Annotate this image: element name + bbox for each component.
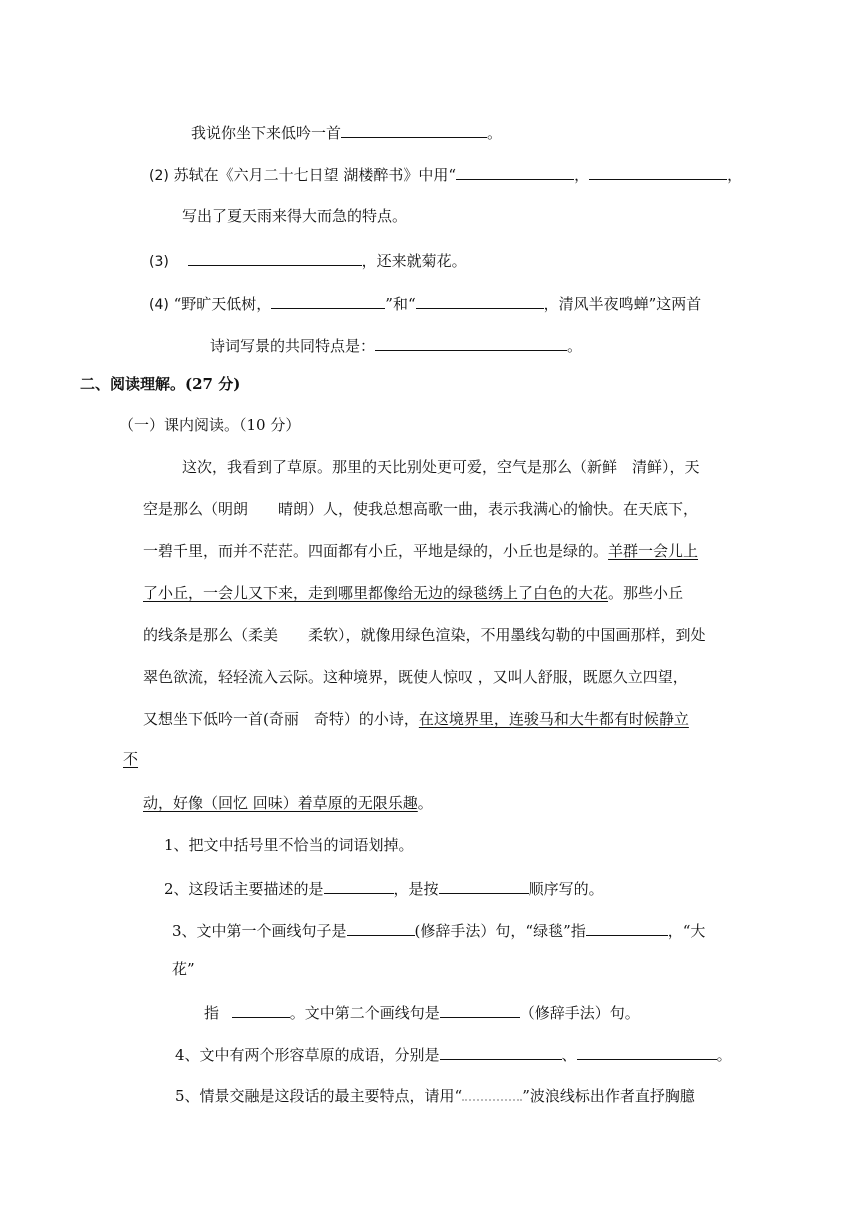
text: ，还来就菊花。 [361, 252, 467, 270]
item-2 [149, 162, 742, 187]
text: 我说你坐下来低吟一首 [191, 124, 342, 142]
text: 。 [567, 337, 583, 355]
text: 4、文中有两个形容草原的成语，分别是 [175, 1046, 440, 1064]
answer-blank[interactable] [577, 1042, 717, 1060]
text: (修辞手法）句，“绿毯”指 [414, 922, 586, 940]
text: ，是按 [393, 880, 439, 898]
text: 2、这段话主要描述的是 [164, 880, 324, 898]
question-4 [175, 1042, 732, 1066]
text: ，清风半夜鸣蝉”这两首 [543, 295, 702, 313]
passage-line-5: 的线条是那么（柔美 柔软），就像用绿色渲染，不用墨线勾勒的中国画那样，到处 [143, 626, 706, 644]
text: ，“大 [667, 922, 706, 940]
item-number: (3) [149, 254, 169, 270]
text: 顺序写的。 [528, 880, 604, 898]
text: 又想坐下低吟一首(奇丽 奇特）的小诗， [143, 710, 419, 728]
question-3-cont: 花” [172, 960, 195, 978]
answer-blank[interactable] [232, 1000, 290, 1018]
text: “野旷天低树， [173, 295, 272, 313]
text: 。文中第二个画线句是 [289, 1004, 440, 1022]
passage-line-2: 空是那么（明朗 晴朗）人，使我总想高歌一曲，表示我满心的愉快。在天底下， [143, 500, 699, 518]
answer-blank[interactable] [324, 876, 394, 894]
answer-blank[interactable] [341, 120, 487, 138]
answer-blank[interactable] [188, 248, 362, 266]
text: ”波浪线标出作者直抒胸臆 [522, 1087, 695, 1105]
text: 苏轼在《六月二十七日望 湖楼醉书》中用“ [173, 166, 457, 184]
answer-blank[interactable] [347, 918, 415, 936]
underlined-sentence-2: 在这境界里，连骏马和大牛都有时候静立 [418, 710, 689, 728]
subsection-heading: （一）课内阅读。（10 分） [119, 416, 301, 434]
passage-line-7 [143, 708, 689, 730]
wavy-line-sample [462, 1084, 522, 1101]
text: 。 [487, 124, 503, 142]
answer-blank[interactable] [439, 876, 529, 894]
question-1: 1、把文中括号里不恰当的词语划掉。 [164, 836, 414, 854]
text: （修辞手法）句。 [519, 1004, 640, 1022]
answer-blank[interactable] [456, 162, 574, 180]
passage-line-4 [143, 582, 683, 604]
question-3-cont-2 [204, 1000, 640, 1024]
text: ， [574, 166, 590, 184]
item-4 [149, 291, 701, 316]
passage-line-6: 翠色欲流，轻轻流入云际。这种境界，既使人惊叹 ，又叫人舒服，既愿久立四望， [143, 668, 688, 686]
passage-line-3 [143, 540, 698, 562]
underlined-sentence-1: 羊群一会儿上 [608, 542, 699, 560]
text: 。 [716, 1046, 732, 1064]
answer-blank[interactable] [586, 918, 668, 936]
question-3 [172, 918, 705, 942]
item-2-cont: 写出了夏天雨来得大而急的特点。 [182, 207, 408, 225]
text: 3、文中第一个画线句子是 [172, 922, 347, 940]
answer-blank[interactable] [416, 291, 544, 309]
item-number: (2) [149, 168, 169, 184]
text: 。那些小丘 [608, 584, 684, 602]
passage-line-8 [123, 748, 138, 770]
text: 诗词写景的共同特点是： [210, 337, 376, 355]
poem-line-1 [191, 120, 502, 144]
question-5 [175, 1084, 695, 1107]
text: ， [727, 166, 743, 184]
answer-blank[interactable] [589, 162, 727, 180]
text: 指 [204, 1004, 224, 1022]
text: 。 [417, 794, 433, 812]
passage-line-9 [143, 792, 433, 814]
text: 、 [561, 1046, 577, 1064]
underlined-sentence-2: 动，好像（回忆 回味）着草原的无限乐趣 [143, 794, 418, 812]
underlined-sentence-1: 了小丘，一会儿又下来，走到哪里都像给无边的绿毯绣上了白色的大花 [143, 584, 609, 602]
item-3 [149, 248, 467, 273]
answer-blank[interactable] [375, 333, 567, 351]
section-heading: 二、阅读理解。(27 分) [80, 375, 241, 393]
underlined-sentence-2: 不 [123, 750, 139, 768]
text: 一碧千里，而并不茫茫。四面都有小丘，平地是绿的，小丘也是绿的。 [143, 542, 609, 560]
item-4-cont [210, 333, 582, 357]
passage-line-1: 这次，我看到了草原。那里的天比别处更可爱，空气是那么（新鲜 清鲜），天 [182, 458, 700, 476]
item-number: (4) [149, 297, 169, 313]
question-2 [164, 876, 604, 900]
answer-blank[interactable] [440, 1042, 562, 1060]
text: 5、情景交融是这段话的最主要特点，请用“ [175, 1087, 463, 1105]
text: ”和“ [385, 295, 416, 313]
answer-blank[interactable] [271, 291, 385, 309]
answer-blank[interactable] [440, 1000, 520, 1018]
